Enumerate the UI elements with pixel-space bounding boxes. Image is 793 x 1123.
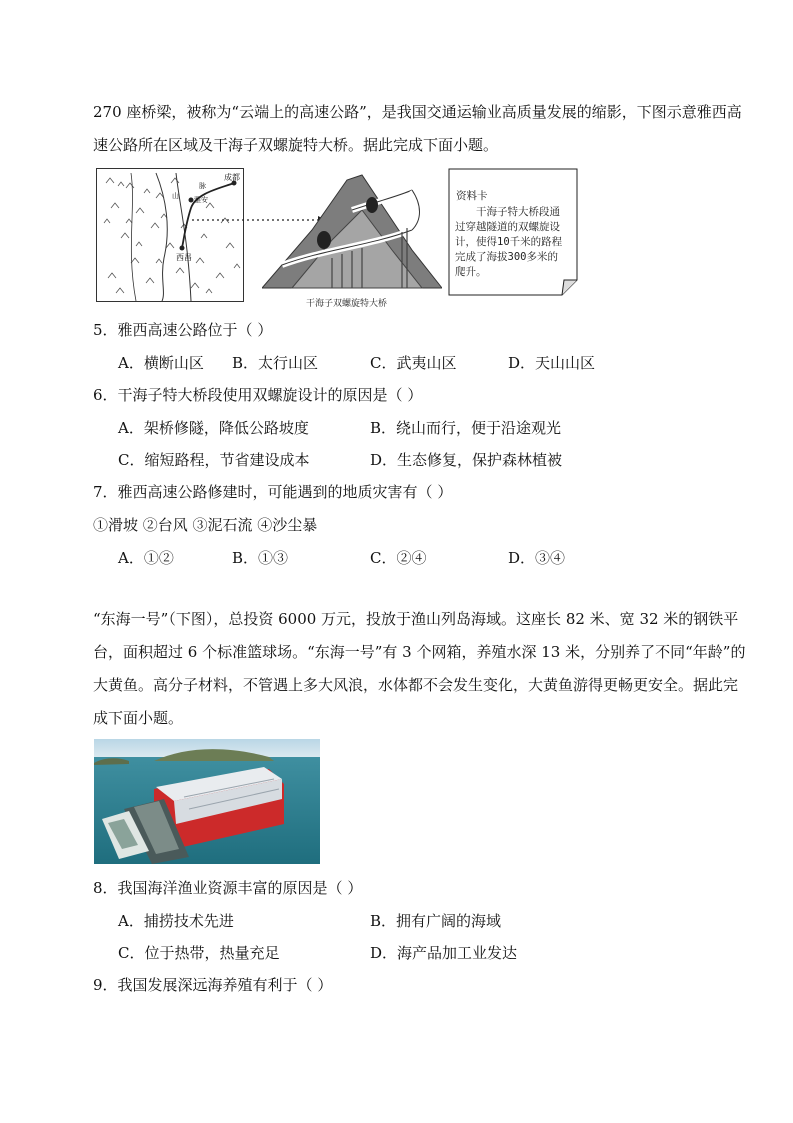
passage1-line1: 270 座桥梁，被称为“云端上的高速公路”，是我国交通运输业高质量发展的缩影，下图示意雅西高 — [93, 103, 742, 121]
map-label-shan: 山 — [172, 192, 179, 200]
q5-stem: 5．雅西高速公路位于（ ） — [93, 321, 273, 339]
q7-stem: 7．雅西高速公路修建时，可能遇到的地质灾害有（ ） — [93, 483, 453, 501]
region-map — [96, 168, 244, 302]
map-label-mai: 脉 — [199, 182, 206, 190]
q7-option-c[interactable]: C．②④ — [370, 549, 427, 567]
bridge-illustration — [262, 170, 442, 290]
q8-option-c[interactable]: C．位于热带，热量充足 — [118, 944, 280, 962]
q6-option-c[interactable]: C．缩短路程，节省建设成本 — [118, 451, 310, 469]
q8-stem: 8．我国海洋渔业资源丰富的原因是（ ） — [93, 879, 363, 897]
q6-option-d[interactable]: D．生态修复，保护森林植被 — [370, 451, 563, 469]
q8-option-a[interactable]: A．捕捞技术先进 — [118, 912, 234, 930]
passage2-line4: 成下面小题。 — [93, 709, 184, 727]
info-card-body: 干海子特大桥段通过穿越隧道的双螺旋设计，使得10千米的路程完成了海拔300多米的爬升。 — [455, 206, 563, 278]
map-label-xichang: 西昌 — [176, 253, 192, 262]
q7-option-b[interactable]: B．①③ — [232, 549, 289, 567]
donghai-platform-photo — [94, 739, 320, 864]
info-card-title: 资料卡 — [456, 190, 488, 202]
q6-option-b[interactable]: B．绕山而行，便于沿途观光 — [370, 419, 562, 437]
q9-stem: 9．我国发展深远海养殖有利于（ ） — [93, 976, 333, 994]
q5-option-d[interactable]: D．天山山区 — [508, 354, 596, 372]
q5-option-b[interactable]: B．太行山区 — [232, 354, 319, 372]
passage2-line1: “东海一号”（下图），总投资 6000 万元，投放于渔山列岛海域。这座长 82 米、宽 32 米的钢铁平 — [93, 610, 739, 628]
q5-option-a[interactable]: A．横断山区 — [118, 354, 204, 372]
q8-option-b[interactable]: B．拥有广阔的海域 — [370, 912, 502, 930]
q5-option-c[interactable]: C．武夷山区 — [370, 354, 457, 372]
q7-items: ①滑坡 ②台风 ③泥石流 ④沙尘暴 — [93, 516, 318, 534]
q7-option-a[interactable]: A．①② — [118, 549, 174, 567]
passage2-line3: 大黄鱼。高分子材料，不管遇上多大风浪，水体都不会发生变化，大黄鱼游得更畅更安全。据此完 — [93, 676, 739, 694]
map-label-yaan: 雅安 — [194, 196, 208, 204]
passage1-line2: 速公路所在区域及干海子双螺旋特大桥。据此完成下面小题。 — [93, 136, 499, 154]
q8-option-d[interactable]: D．海产品加工业发达 — [370, 944, 518, 962]
q6-stem: 6．干海子特大桥段使用双螺旋设计的原因是（ ） — [93, 386, 423, 404]
q6-option-a[interactable]: A．架桥修隧，降低公路坡度 — [118, 419, 309, 437]
bridge-caption: 干海子双螺旋特大桥 — [306, 299, 388, 309]
passage2-line2: 台，面积超过 6 个标准篮球场。“东海一号”有 3 个网箱，养殖水深 13 米，分别养了不同“年龄”的 — [93, 643, 746, 661]
map-label-chengdu: 成都 — [224, 173, 240, 182]
q7-option-d[interactable]: D．③④ — [508, 549, 566, 567]
